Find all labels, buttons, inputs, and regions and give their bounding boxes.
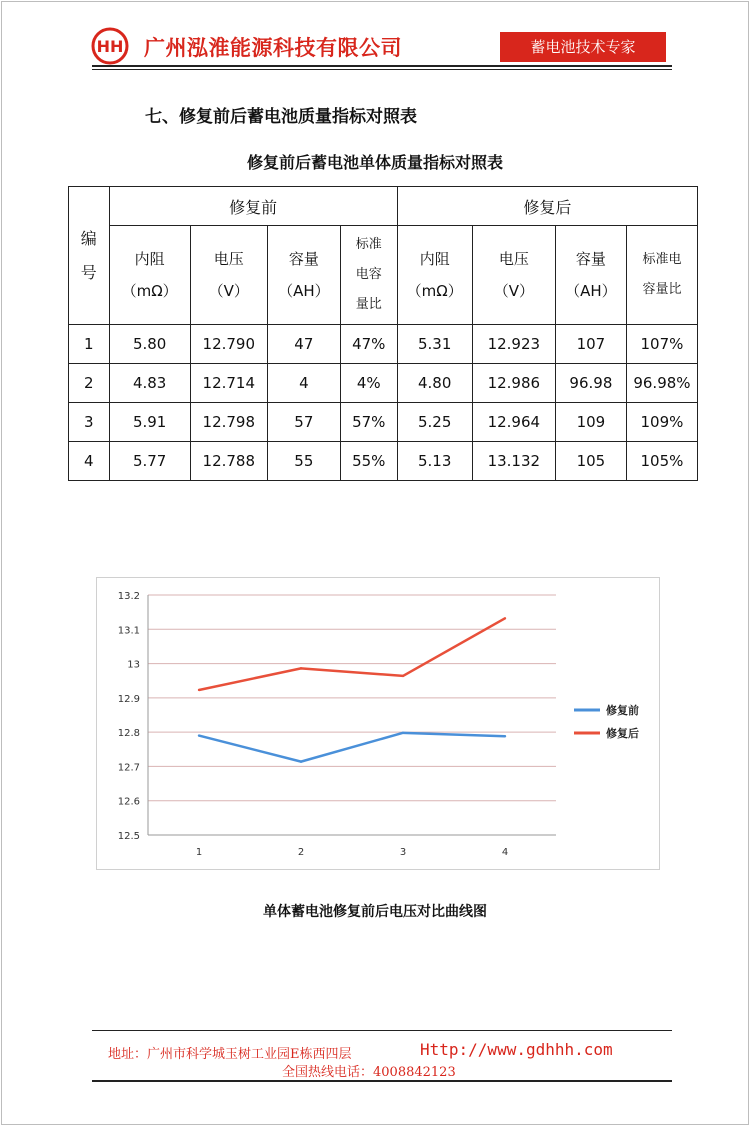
- table-cell: 5.77: [109, 442, 190, 481]
- table-cell: 5.13: [397, 442, 472, 481]
- table-cell: 107%: [626, 325, 697, 364]
- data-point: [300, 667, 302, 669]
- table-cell: 5.31: [397, 325, 472, 364]
- table-cell: 5.25: [397, 403, 472, 442]
- footer-url[interactable]: Http://www.gdhhh.com: [420, 1040, 613, 1059]
- table-cell: 96.98: [555, 364, 626, 403]
- x-tick-label: 4: [501, 847, 509, 858]
- table-cell: 105%: [626, 442, 697, 481]
- table-cell: 4.83: [109, 364, 190, 403]
- legend-label: 修复前: [606, 704, 639, 717]
- table-cell: 12.798: [190, 403, 267, 442]
- chart-caption: 单体蓄电池修复前后电压对比曲线图: [263, 904, 487, 920]
- section-heading: 七、修复前后蓄电池质量指标对照表: [145, 107, 417, 127]
- table-cell: 12.714: [190, 364, 267, 403]
- legend-label: 修复后: [606, 727, 639, 740]
- table-cell: 4.80: [397, 364, 472, 403]
- x-tick-label: 3: [399, 847, 407, 858]
- table-cell: 57%: [340, 403, 397, 442]
- table-cell: 12.790: [190, 325, 267, 364]
- quality-table: [68, 186, 698, 481]
- data-point: [300, 760, 302, 762]
- table-cell: 47%: [340, 325, 397, 364]
- y-tick-label: 12.6: [117, 796, 140, 808]
- table-cell: 5.91: [109, 403, 190, 442]
- id-header: 编 号: [69, 187, 110, 325]
- table-cell: 5.80: [109, 325, 190, 364]
- y-tick-label: 12.9: [117, 693, 140, 705]
- table-cell: 12.788: [190, 442, 267, 481]
- table-cell: 109: [555, 403, 626, 442]
- group-after-header: 修复后: [397, 187, 697, 226]
- table-cell: 13.132: [472, 442, 555, 481]
- y-tick-label: 13: [127, 659, 140, 671]
- footer-address: 地址：广州市科学城玉树工业园E栋西四层: [108, 1047, 352, 1062]
- after-voltage-header: 电压 （V）: [472, 226, 555, 325]
- table-cell: 4%: [340, 364, 397, 403]
- table-cell: 2: [69, 364, 110, 403]
- table-group-header: [69, 187, 698, 226]
- header-rule: [92, 65, 672, 67]
- table-cell: 55%: [340, 442, 397, 481]
- data-point: [504, 617, 506, 619]
- y-tick-label: 12.7: [117, 762, 140, 774]
- table-row: [69, 325, 698, 364]
- data-point: [198, 689, 200, 691]
- table-cell: 105: [555, 442, 626, 481]
- table-row: [69, 442, 698, 481]
- after-ratio-header: 标准电 容量比: [626, 226, 697, 325]
- x-tick-label: 1: [195, 847, 203, 858]
- footer-hotline: 全国热线电话：4008842123: [282, 1065, 456, 1080]
- table-cell: 109%: [626, 403, 697, 442]
- footer-rule: [92, 1080, 672, 1082]
- y-tick-label: 12.5: [117, 831, 140, 842]
- header-rule-thin: [92, 69, 672, 70]
- table-title: 修复前后蓄电池单体质量指标对照表: [246, 153, 503, 172]
- table-column-header: [69, 226, 698, 325]
- table-cell: 57: [267, 403, 340, 442]
- table-cell: 4: [267, 364, 340, 403]
- table-cell: 96.98%: [626, 364, 697, 403]
- before-capacity-header: 容量 （AH）: [267, 226, 340, 325]
- x-tick-label: 2: [297, 847, 305, 858]
- table-cell: 47: [267, 325, 340, 364]
- tagline-badge: 蓄电池技术专家: [500, 32, 666, 62]
- before-resistance-header: 内阻 （mΩ）: [109, 226, 190, 325]
- table-cell: 12.923: [472, 325, 555, 364]
- table-cell: 55: [267, 442, 340, 481]
- after-capacity-header: 容量 （AH）: [555, 226, 626, 325]
- table-row: [69, 364, 698, 403]
- table-cell: 1: [69, 325, 110, 364]
- company-logo: [90, 26, 130, 66]
- after-resistance-header: 内阻 （mΩ）: [397, 226, 472, 325]
- table-row: [69, 403, 698, 442]
- table-cell: 4: [69, 442, 110, 481]
- data-point: [402, 675, 404, 677]
- footer-rule-thin: [92, 1030, 672, 1031]
- table-cell: 12.964: [472, 403, 555, 442]
- table-cell: 3: [69, 403, 110, 442]
- series-line-1: [199, 733, 505, 762]
- table-cell: 12.986: [472, 364, 555, 403]
- data-point: [402, 732, 404, 734]
- data-point: [198, 734, 200, 736]
- y-tick-label: 12.8: [117, 728, 140, 740]
- y-tick-label: 13.2: [117, 591, 140, 602]
- table-cell: 107: [555, 325, 626, 364]
- before-ratio-header: 标准 电容 量比: [340, 226, 397, 325]
- before-voltage-header: 电压 （V）: [190, 226, 267, 325]
- company-name: 广州泓淮能源科技有限公司: [144, 36, 402, 60]
- y-tick-label: 13.1: [117, 625, 140, 637]
- voltage-line-chart: [96, 577, 658, 868]
- group-before-header: 修复前: [109, 187, 397, 226]
- data-point: [504, 735, 506, 737]
- logo-text: HH: [96, 37, 124, 56]
